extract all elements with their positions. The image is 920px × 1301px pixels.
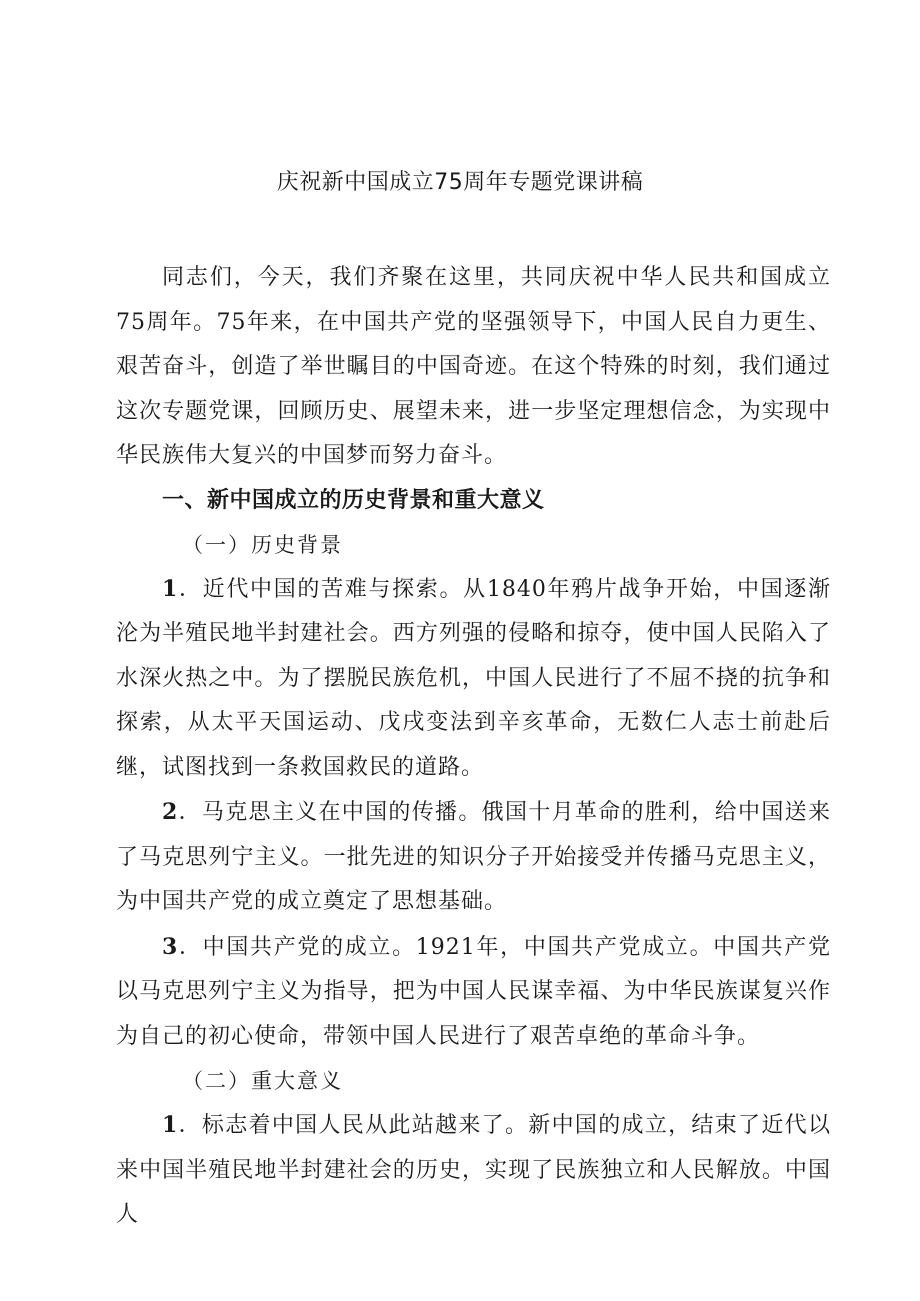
list-item xyxy=(116,925,831,1060)
subsection-heading-1: （一）历史背景 xyxy=(182,532,343,557)
intro-paragraph: 同志们，今天，我们齐聚在这里，共同庆祝中华人民共和国成立75周年。75年来，在中国共产党的坚强领导下，中国人民自力更生、艰苦奋斗，创造了举世瞩目的中国奇迹。在这个特殊的时刻，我们通过这次专题党课，回顾历史、展望未来，进一步坚定理想信念，为实现中华民族伟大复兴的中国梦而努力奋斗。 xyxy=(116,265,831,468)
item-text: ．马克思主义在中国的传播。俄国十月革命的胜利，给中国送来了马克思列宁主义。一批先进的知识分子开始接受并传播马克思主义，为中国共产党的成立奠定了思想基础。 xyxy=(116,800,831,914)
item-number: 3 xyxy=(162,933,179,960)
list-item xyxy=(116,1103,831,1238)
subsection-heading-2: （二）重大意义 xyxy=(182,1069,343,1093)
item-text: ．标志着中国人民从此站越来了。新中国的成立，结束了近代以来中国半殖民地半封建社会的历史，实现了民族独立和人民解放。中国人 xyxy=(116,1113,831,1227)
list-item xyxy=(116,790,831,925)
item-number: 1 xyxy=(162,1112,179,1138)
item-number: 1 xyxy=(162,575,179,602)
list-item xyxy=(116,567,831,791)
document-body xyxy=(116,256,831,1238)
item-text: ．中国共产党的成立。1921年，中国共产党成立。中国共产党以马克思列宁主义为指导，把为中国人民谋幸福、为中华民族谋复兴作为自己的初心使命，带领中国人民进行了艰苦卓绝的革命斗争。 xyxy=(116,934,831,1049)
document-title: 庆祝新中国成立75周年专题党课讲稿 xyxy=(276,170,644,195)
item-text: ．近代中国的苦难与探索。从1840年鸦片战争开始，中国逐渐沦为半殖民地半封建社会。西方列强的侵略和掠夺，使中国人民陷入了水深火热之中。为了摆脱民族危机，中国人民进行了不屈不挠的抗争和探索，从太平天国运动、戊戌变法到辛亥革命，无数仁人志士前赴后继，试图找到一条救国救民的道路。 xyxy=(116,576,831,780)
item-number: 2 xyxy=(162,799,179,825)
section-heading-1: 一、新中国成立的历史背景和重大意义 xyxy=(162,487,545,513)
